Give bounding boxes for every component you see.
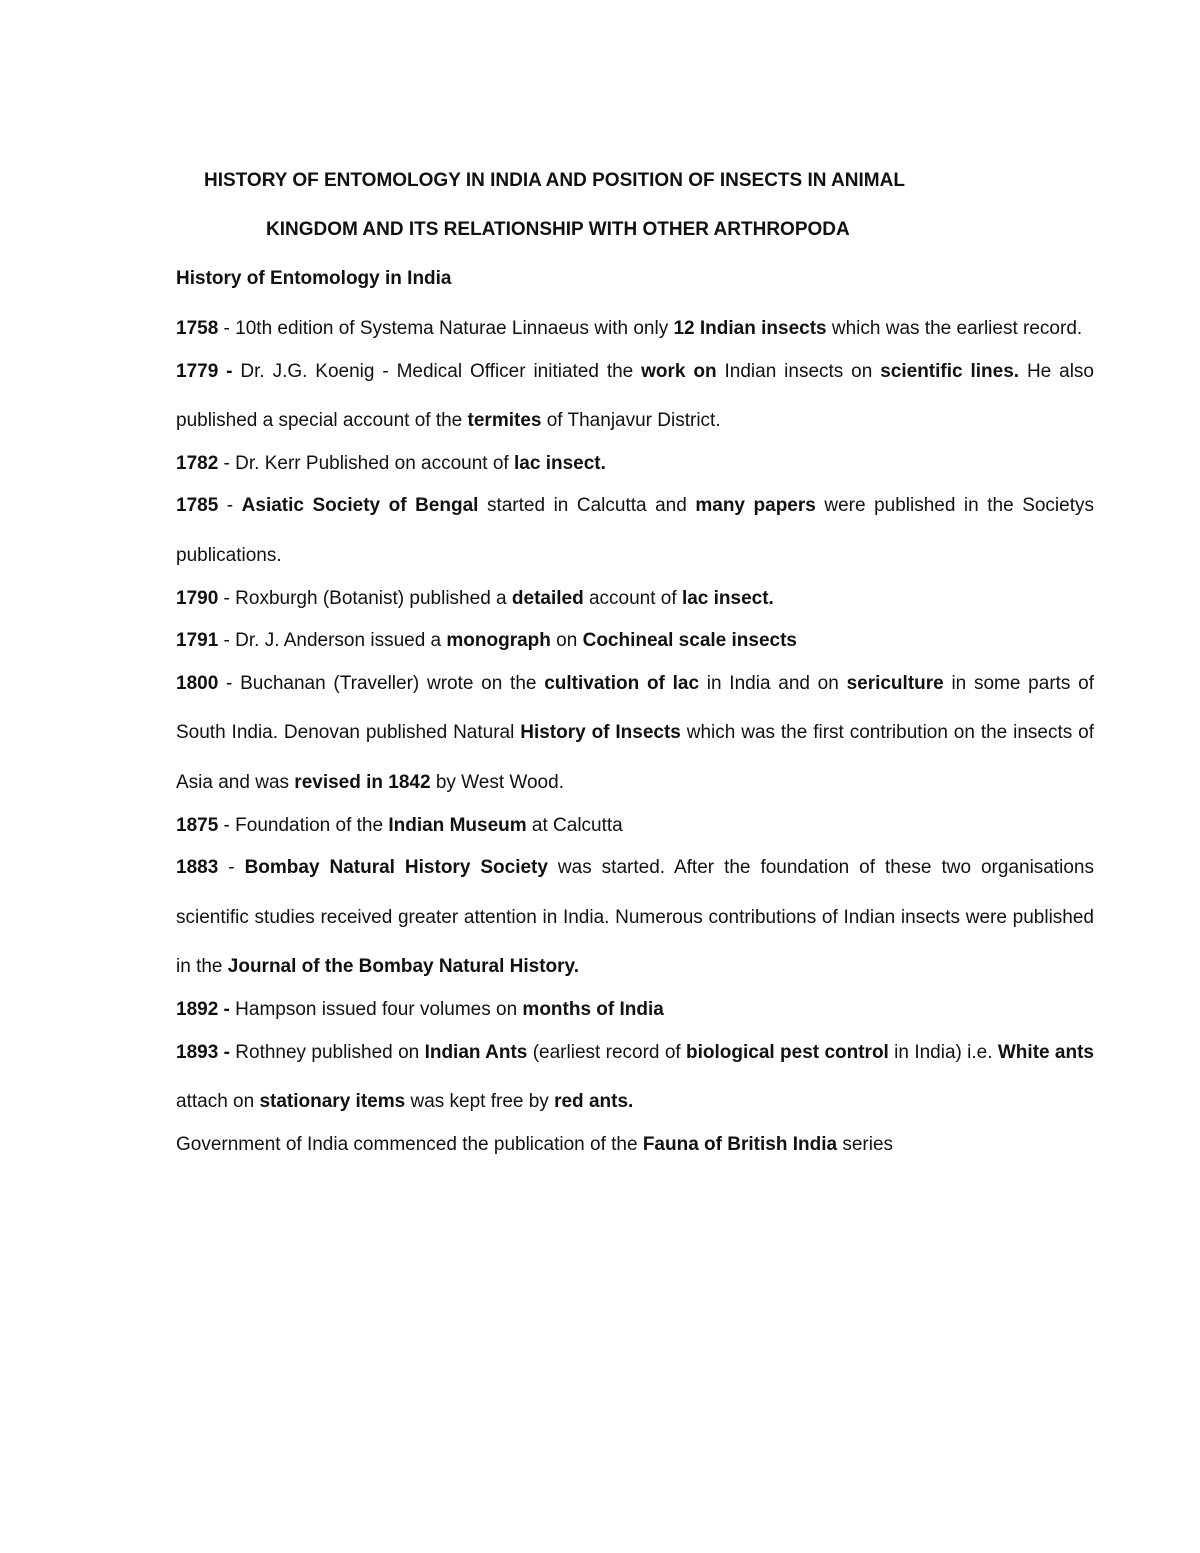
- entry-text-bold: stationary items: [259, 1091, 406, 1113]
- entry-text: which was the first contribution on the insects of Asia and was: [176, 722, 1094, 793]
- entry-text: attach on: [176, 1091, 260, 1113]
- entry-text: -: [218, 495, 242, 517]
- entry-year: 1782: [176, 452, 219, 474]
- entry-text: - Dr. Kerr Published on account of: [218, 452, 514, 474]
- document-title-line-1: HISTORY OF ENTOMOLOGY IN INDIA AND POSITION OF INSECTS IN ANIMAL: [204, 170, 905, 191]
- entry-text: - Buchanan (Traveller) wrote on the: [218, 672, 545, 694]
- history-entry: [176, 843, 1094, 992]
- entry-text: Hampson issued four volumes on: [229, 998, 523, 1020]
- entry-text-bold: Indian Ants: [424, 1041, 528, 1063]
- entry-year: 1800: [176, 672, 219, 694]
- entry-text-bold: Bombay Natural History Society: [244, 857, 548, 879]
- entry-text-bold: months of India: [522, 998, 664, 1020]
- entry-text: was started. After the foundation of these two organisations scientific studies received greater attention in India. Numerous contributions of Indian insects were published in the: [176, 857, 1094, 978]
- entry-text-bold: termites: [467, 410, 542, 432]
- entry-text: -: [218, 857, 245, 879]
- entry-text: series: [837, 1133, 894, 1155]
- history-entry: [176, 1120, 1094, 1170]
- entry-text: were published in the Societys publications.: [176, 495, 1094, 566]
- entry-text-bold: cultivation of lac: [544, 672, 700, 694]
- entry-text: was kept free by: [405, 1091, 555, 1113]
- document-title-line-2: KINGDOM AND ITS RELATIONSHIP WITH OTHER ARTHROPODA: [266, 219, 850, 240]
- history-entry: [176, 347, 1094, 446]
- document-page: [176, 164, 1094, 1169]
- section-heading: History of Entomology in India: [176, 268, 452, 289]
- entry-year: 1875: [176, 814, 219, 836]
- entry-text: at Calcutta: [526, 814, 623, 836]
- entry-text-bold: Indian Museum: [388, 814, 527, 836]
- entry-text-bold: White ants: [997, 1041, 1094, 1063]
- entry-text-bold: sericulture: [846, 672, 944, 694]
- entry-text: - 10th edition of Systema Naturae Linnaeus with only: [218, 318, 674, 339]
- entry-text-bold: Journal of the Bombay Natural History.: [227, 956, 579, 978]
- entry-text: in some parts of South India. Denovan published Natural: [176, 672, 1095, 744]
- entry-text: Government of India commenced the publication of the: [176, 1133, 643, 1155]
- entry-text: account of: [583, 587, 682, 609]
- entry-text-bold: History of Insects: [520, 722, 681, 744]
- entry-text: Indian insects on: [716, 360, 881, 382]
- entry-year: 1883: [176, 857, 219, 879]
- entry-year: 1758: [176, 318, 219, 339]
- entry-text-bold: Asiatic Society of Bengal: [241, 495, 479, 517]
- entry-text: in India and on: [699, 672, 847, 694]
- entry-text: of Thanjavur District.: [541, 410, 721, 432]
- entry-text-bold: Fauna of British India: [642, 1133, 838, 1155]
- history-entries: [176, 304, 1094, 1169]
- entry-text-bold: Cochineal scale insects: [582, 630, 797, 652]
- entry-text: (earliest record of: [527, 1041, 687, 1063]
- entry-text: by West Wood.: [430, 771, 564, 793]
- entry-text-bold: lac insect.: [514, 452, 606, 474]
- entry-text-bold: 12 Indian insects: [673, 318, 827, 339]
- entry-text-bold: monograph: [446, 630, 551, 652]
- history-entry: [176, 1028, 1094, 1127]
- entry-text-bold: red ants.: [554, 1091, 634, 1113]
- entry-text: - Foundation of the: [218, 814, 389, 836]
- entry-year: 1785: [176, 495, 219, 517]
- entry-text: He also published a special account of the: [176, 360, 1094, 432]
- entry-text-bold: many papers: [695, 495, 816, 517]
- history-entry: [176, 481, 1094, 580]
- entry-text-bold: work on: [641, 360, 717, 382]
- entry-text-bold: detailed: [511, 587, 584, 609]
- entry-text: - Roxburgh (Botanist) published a: [218, 587, 512, 609]
- entry-year: 1791: [176, 630, 219, 652]
- entry-text: on: [550, 630, 583, 652]
- entry-text: Rothney published on: [229, 1041, 425, 1063]
- entry-text: which was the earliest record.: [826, 318, 1083, 339]
- entry-text-bold: revised in 1842: [294, 771, 431, 793]
- entry-text: in India) i.e.: [888, 1041, 998, 1063]
- entry-year: 1790: [176, 587, 219, 609]
- entry-text-bold: scientific lines.: [880, 360, 1020, 382]
- entry-text: - Dr. J. Anderson issued a: [218, 630, 447, 652]
- history-entry: [176, 659, 1094, 808]
- entry-year: 1779 -: [176, 360, 233, 382]
- entry-text-bold: biological pest control: [686, 1041, 889, 1063]
- entry-text: Dr. J.G. Koenig - Medical Officer initiated the: [232, 360, 642, 382]
- entry-text: started in Calcutta and: [478, 495, 696, 517]
- entry-year: 1892 -: [176, 998, 230, 1020]
- entry-year: 1893 -: [176, 1041, 230, 1063]
- entry-text-bold: lac insect.: [681, 587, 774, 609]
